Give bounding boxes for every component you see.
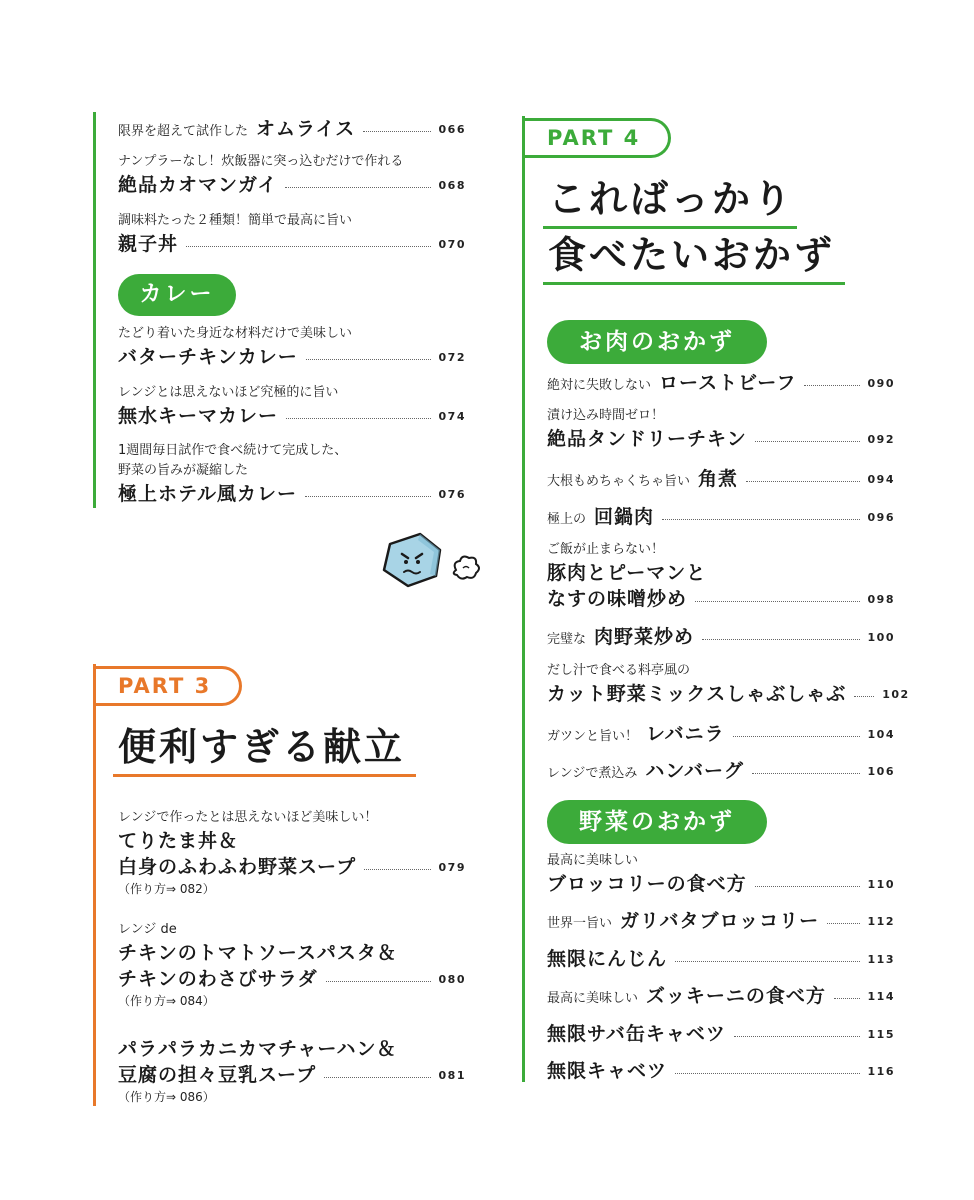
part3-title-underline: [113, 774, 416, 777]
list-item: たどり着いた身近な材料だけで美味しい バターチキンカレー 072: [118, 326, 466, 368]
list-item: パラパラカニカマチャーハン＆ 豆腐の担々豆乳スープ 081 （作り方⇒ 086）: [118, 1038, 466, 1104]
part4-title-line1: こればっかり: [548, 177, 795, 221]
list-item: レンジで作ったとは思えないほど美味しい！ てりたま丼＆ 白身のふわふわ野菜スープ 079 （作り方⇒ 082）: [118, 810, 466, 896]
part3-title: 便利すぎる献立: [118, 725, 406, 769]
part4-label: PART 4: [525, 118, 671, 158]
category-pill-meat: お肉のおかず: [547, 320, 767, 364]
left-orange-rule: [93, 664, 96, 1106]
list-item: ナンプラーなし！炊飯器に突っ込むだけで作れる 絶品カオマンガイ 068: [118, 154, 466, 196]
part4-title-underline-2: [543, 282, 845, 285]
left-green-rule: [93, 112, 96, 508]
part4-title-line2: 食べたいおかず: [548, 233, 836, 277]
list-item: ご飯が止まらない！ 豚肉とピーマンと なすの味噌炒め 098: [547, 542, 895, 610]
list-item: レンジ de チキンのトマトソースパスタ＆ チキンのわさびサラダ 080 （作り方⇒ 084）: [118, 922, 466, 1008]
category-pill-vegetable: 野菜のおかず: [547, 800, 767, 844]
list-item: 最高に美味しい ズッキーニの食べ方 114: [547, 985, 895, 1007]
list-item: 完璧な 肉野菜炒め 100: [547, 626, 895, 648]
part4-title-underline-1: [543, 226, 797, 229]
list-item: ガツンと旨い！ レバニラ 104: [547, 723, 895, 745]
list-item: 無限サバ缶キャベツ 115: [547, 1023, 895, 1045]
list-item: 無限キャベツ 116: [547, 1060, 895, 1082]
part3-label: PART 3: [96, 666, 242, 706]
list-item: 極上の 回鍋肉 096: [547, 506, 895, 528]
list-item: レンジで煮込み ハンバーグ 106: [547, 760, 895, 782]
list-item: 世界一旨い ガリバタブロッコリー 112: [547, 910, 895, 932]
list-item: 調味料たった２種類！簡単で最高に旨い 親子丼 070: [118, 213, 466, 255]
list-item: レンジとは思えないほど究極的に旨い 無水キーマカレー 074: [118, 385, 466, 427]
list-item: 限界を超えて試作した オムライス 066: [118, 118, 466, 140]
category-pill-curry: カレー: [118, 274, 236, 316]
list-item: 大根もめちゃくちゃ旨い 角煮 094: [547, 468, 895, 490]
ice-cube-mascot-icon: [378, 530, 484, 590]
list-item: 絶対に失敗しない ローストビーフ 090: [547, 372, 895, 394]
list-item: 漬け込み時間ゼロ！ 絶品タンドリーチキン 092: [547, 408, 895, 450]
list-item: だし汁で食べる料亭風の カット野菜ミックスしゃぶしゃぶ 102: [547, 663, 910, 705]
list-item: 1週間毎日試作で食べ続けて完成した、 野菜の旨みが凝縮した 極上ホテル風カレー 076: [118, 443, 466, 505]
list-item: 無限にんじん 113: [547, 948, 895, 970]
list-item: 最高に美味しい ブロッコリーの食べ方 110: [547, 853, 895, 895]
right-green-rule: [522, 116, 525, 1082]
